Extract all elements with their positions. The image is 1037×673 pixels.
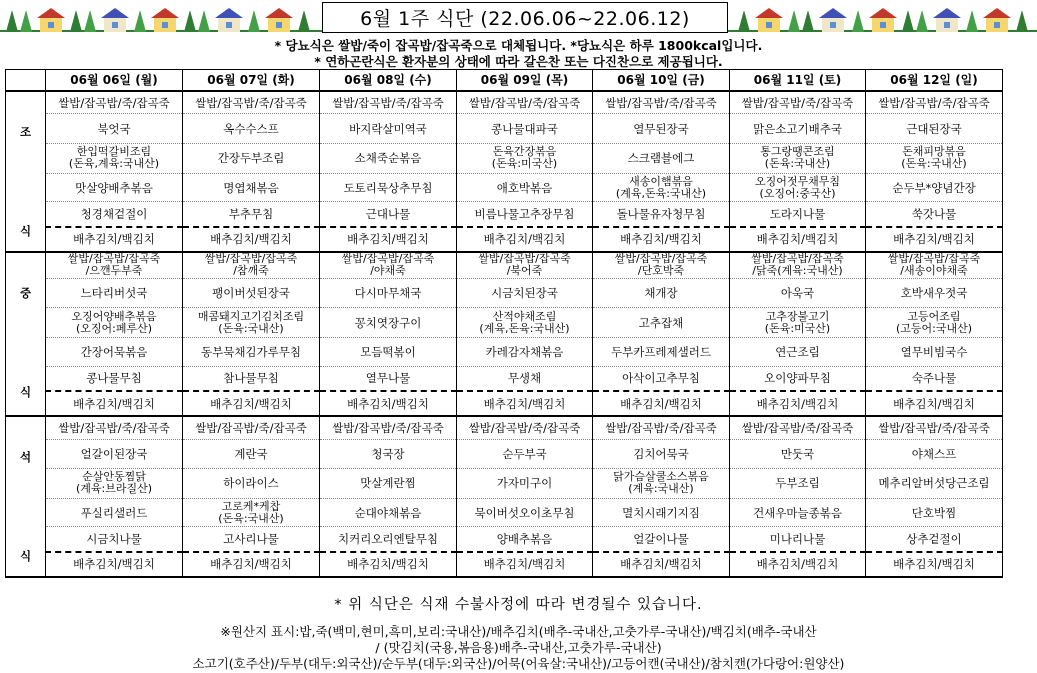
meal-label-bottom: 식: [19, 384, 32, 399]
menu-item-line: /참깨죽: [233, 264, 269, 278]
menu-item-line: 고추잡채: [638, 315, 684, 330]
menu-item-line: 닭가슴살쿨소스볶음: [613, 470, 709, 484]
menu-item-line: 명엽채볶음: [223, 180, 279, 195]
menu-cell: [183, 468, 320, 498]
menu-cell: 쌀밥/잡곡밥/죽/잡곡죽: [46, 416, 183, 439]
meal-label-bottom: 식: [19, 549, 32, 564]
menu-cell: [730, 143, 866, 173]
menu-item-line: 메추리알버섯당근조림: [878, 476, 990, 491]
menu-cell: 배추김치/백김치: [593, 552, 730, 577]
tree-icon: [802, 10, 814, 32]
menu-cell: 부추무침: [183, 202, 320, 227]
tree-icon: [966, 10, 978, 32]
menu-cell: [866, 308, 1003, 338]
menu-cell: [46, 252, 183, 279]
day-header: 06월 10일 (금): [593, 70, 730, 92]
menu-cell: 쌀밥/잡곡밥/죽/잡곡죽: [183, 91, 320, 114]
menu-cell: 근대나물: [320, 202, 457, 227]
menu-item-line: 산적야채조림: [492, 309, 557, 323]
menu-cell: [320, 143, 457, 173]
menu-cell: 배추김치/백김치: [320, 391, 457, 416]
menu-item-line: 도토리묵상추무침: [343, 180, 433, 195]
menu-cell: 쌀밥/잡곡밥/죽/잡곡죽: [183, 416, 320, 439]
menu-row: [6, 252, 1003, 279]
menu-cell: 배추김치/백김치: [320, 552, 457, 577]
tree-icon: [298, 10, 310, 32]
menu-cell: 상추겉절이: [866, 527, 1003, 552]
menu-cell: 카레감자채볶음: [457, 338, 593, 366]
menu-cell: 쌀밥/잡곡밥/죽/잡곡죽: [593, 91, 730, 114]
menu-cell: 만둣국: [730, 439, 866, 468]
menu-cell: 모듬떡볶이: [320, 338, 457, 366]
menu-item-line: 순두부*양념간장: [892, 180, 976, 195]
menu-item-line: 멸치시래기지짐: [622, 505, 700, 520]
menu-item-line: (돈육:국내산): [218, 321, 284, 335]
menu-cell: [457, 499, 593, 527]
menu-cell: 비름나물고추장무침: [457, 202, 593, 227]
menu-cell: 야채스프: [866, 439, 1003, 468]
menu-item-line: 맛살양배추볶음: [75, 180, 153, 195]
menu-item-line: 쌀밥/잡곡밥/잡곡죽: [478, 252, 571, 266]
menu-cell: 간장어묵볶음: [46, 338, 183, 366]
menu-row: [6, 416, 1003, 439]
menu-item-line: 오징어양배추볶음: [71, 309, 157, 323]
menu-cell: 쌀밥/잡곡밥/죽/잡곡죽: [730, 416, 866, 439]
menu-item-line: (고등어:국내산): [895, 321, 973, 335]
origin-line-2: / (맛김치(국용,볶음용)배추-국내산,고춧가루-국내산): [375, 640, 662, 655]
menu-cell: [183, 252, 320, 279]
tree-icon: [6, 10, 18, 32]
house-icon: [872, 18, 894, 32]
tree-icon: [134, 10, 146, 32]
menu-cell: 열무된장국: [593, 114, 730, 143]
menu-item-line: 가자미구이: [496, 476, 553, 491]
menu-cell: 동부묵채김가루무침: [183, 338, 320, 366]
menu-row: [6, 552, 1003, 577]
menu-item-line: (계육,돈육:국내산): [615, 186, 707, 200]
house-icon: [40, 18, 62, 32]
menu-item-line: 쌀밥/잡곡밥/잡곡죽: [614, 252, 708, 266]
day-header: 06월 07일 (화): [183, 70, 320, 92]
menu-item-line: (돈육,계육:국내산): [68, 157, 160, 171]
menu-cell: [866, 173, 1003, 201]
menu-item-line: 쌀밥/잡곡밥/잡곡죽: [204, 252, 298, 266]
menu-row: [6, 278, 1003, 307]
weekly-menu-table: [5, 69, 1003, 578]
menu-cell: 도라지나물: [730, 202, 866, 227]
house-icon: [936, 18, 958, 32]
menu-cell: 바지락살미역국: [320, 114, 457, 143]
page-title: 6월 1주 식단 (22.06.06~22.06.12): [322, 2, 728, 33]
menu-cell: 배추김치/백김치: [183, 391, 320, 416]
menu-cell: 시금치된장국: [457, 278, 593, 307]
menu-cell: 쌀밥/잡곡밥/죽/잡곡죽: [593, 416, 730, 439]
menu-item-line: 쌀밥/잡곡밥/잡곡죽: [751, 252, 844, 266]
menu-cell: 쌀밥/잡곡밥/죽/잡곡죽: [46, 91, 183, 114]
menu-cell: 배추김치/백김치: [46, 391, 183, 416]
menu-cell: 쌀밥/잡곡밥/죽/잡곡죽: [457, 416, 593, 439]
menu-cell: 배추김치/백김치: [593, 391, 730, 416]
menu-item-line: 건새우마늘종볶음: [753, 505, 842, 520]
menu-item-line: 애호박볶음: [496, 180, 553, 195]
menu-cell: 호박새우젓국: [866, 278, 1003, 307]
day-header: 06월 09일 (목): [457, 70, 593, 92]
menu-cell: 미나리나물: [730, 527, 866, 552]
day-header: 06월 06일 (월): [46, 70, 183, 92]
menu-cell: 느타리버섯국: [46, 278, 183, 307]
menu-cell: [457, 143, 593, 173]
menu-cell: [183, 308, 320, 338]
menu-cell: [320, 308, 457, 338]
day-header: 06월 12일 (일): [866, 70, 1003, 92]
menu-cell: 얼갈이된장국: [46, 439, 183, 468]
menu-cell: [457, 252, 593, 279]
menu-item-line: 돈채피망볶음: [902, 145, 966, 159]
menu-item-line: 쌀밥/잡곡밥/잡곡죽: [887, 252, 981, 266]
menu-row: [6, 468, 1003, 498]
menu-cell: 무생채: [457, 366, 593, 391]
menu-cell: 배추김치/백김치: [866, 552, 1003, 577]
menu-cell: [183, 173, 320, 201]
menu-cell: 쌀밥/잡곡밥/죽/잡곡죽: [320, 416, 457, 439]
meal-label: [6, 416, 46, 577]
menu-item-line: 고로케*케찹: [221, 499, 281, 513]
menu-cell: 팽이버섯된장국: [183, 278, 320, 307]
menu-row: [6, 338, 1003, 366]
origin-line-1: ※원산지 표시:밥,죽(백미,현미,흑미,보리:국내산)/배추김치(배추-국내산,고춧가루-국내산)/백김치(배추-국내산: [220, 624, 817, 639]
menu-cell: 쑥갓나물: [866, 202, 1003, 227]
meal-label: [6, 91, 46, 252]
menu-cell: [593, 173, 730, 201]
menu-cell: 배추김치/백김치: [183, 227, 320, 252]
menu-cell: 맑은소고기배추국: [730, 114, 866, 143]
menu-cell: [183, 499, 320, 527]
menu-cell: [46, 173, 183, 201]
menu-cell: 아삭이고추무침: [593, 366, 730, 391]
menu-item-line: 오징어젓무채무침: [754, 174, 840, 188]
tree-icon: [184, 10, 196, 32]
menu-cell: 콩나물대파국: [457, 114, 593, 143]
menu-item-line: /으깬두부죽: [85, 264, 143, 278]
menu-item-line: (계육,돈육:국내산): [479, 321, 570, 335]
menu-cell: [866, 143, 1003, 173]
menu-item-line: 꽁치엿장구이: [354, 315, 422, 330]
menu-item-line: 단호박찜: [911, 505, 957, 520]
menu-cell: 고사리나물: [183, 527, 320, 552]
menu-row: [6, 499, 1003, 527]
menu-row: [6, 366, 1003, 391]
menu-item-line: 고등어조림: [907, 309, 961, 323]
menu-cell: [730, 173, 866, 201]
menu-cell: 쌀밥/잡곡밥/죽/잡곡죽: [866, 91, 1003, 114]
menu-cell: 콩나물무침: [46, 366, 183, 391]
menu-cell: [730, 468, 866, 498]
menu-item-line: (계육:브라질산): [75, 482, 153, 496]
menu-cell: [593, 499, 730, 527]
menu-cell: [593, 252, 730, 279]
menu-item-line: (돈육:국내산): [901, 157, 967, 171]
menu-cell: [320, 252, 457, 279]
menu-cell: 아욱국: [730, 278, 866, 307]
menu-item-line: 하이라이스: [223, 476, 279, 491]
menu-cell: [46, 308, 183, 338]
day-header: 06월 11일 (토): [730, 70, 866, 92]
menu-item-line: (계육:국내산): [628, 482, 694, 496]
menu-item-line: 두부조림: [775, 476, 820, 491]
menu-row: [6, 308, 1003, 338]
dysphagia-note: * 연하곤란식은 환자분의 상태에 따라 갈은찬 또는 다진찬으로 제공됩니다.: [314, 54, 723, 69]
house-icon: [758, 18, 780, 32]
menu-cell: [320, 499, 457, 527]
menu-item-line: 새송이햄볶음: [629, 174, 693, 188]
menu-cell: [183, 143, 320, 173]
tree-icon: [738, 10, 750, 32]
menu-item-line: 푸실리샐러드: [80, 505, 148, 520]
menu-cell: 양배추볶음: [457, 527, 593, 552]
menu-cell: [593, 143, 730, 173]
menu-cell: 채개장: [593, 278, 730, 307]
tree-icon: [788, 10, 800, 32]
tree-icon: [248, 10, 260, 32]
menu-item-line: 스크램블에그: [627, 151, 695, 166]
meal-label-top: 조: [19, 125, 32, 139]
menu-cell: 쌀밥/잡곡밥/죽/잡곡죽: [320, 91, 457, 114]
menu-cell: 배추김치/백김치: [46, 552, 183, 577]
house-icon: [218, 18, 240, 32]
menu-cell: [730, 499, 866, 527]
menu-cell: 열무나물: [320, 366, 457, 391]
menu-item-line: 순대야채볶음: [354, 505, 422, 520]
menu-cell: [593, 308, 730, 338]
menu-row: [6, 202, 1003, 227]
menu-cell: 청국장: [320, 439, 457, 468]
menu-item-line: /북어죽: [506, 264, 543, 278]
menu-row: [6, 227, 1003, 252]
menu-cell: 옥수수스프: [183, 114, 320, 143]
menu-cell: [457, 308, 593, 338]
menu-cell: 배추김치/백김치: [593, 227, 730, 252]
menu-cell: 배추김치/백김치: [730, 227, 866, 252]
menu-row: [6, 527, 1003, 552]
tree-icon: [198, 10, 210, 32]
menu-cell: [593, 468, 730, 498]
menu-item-line: /새송이야채죽: [900, 264, 968, 278]
menu-cell: 열무비빔국수: [866, 338, 1003, 366]
menu-item-line: /단호박죽: [637, 264, 685, 278]
header-banner: [0, 0, 1037, 36]
menu-item-line: 쌀밥/잡곡밥/잡곡죽: [67, 252, 161, 266]
menu-item-line: (돈육:미국산): [764, 321, 831, 335]
menu-item-line: 순살안동찜닭: [82, 470, 146, 484]
menu-cell: 배추김치/백김치: [46, 227, 183, 252]
menu-row: [6, 114, 1003, 143]
house-icon: [986, 18, 1008, 32]
menu-cell: [46, 499, 183, 527]
menu-cell: 배추김치/백김치: [457, 552, 593, 577]
menu-cell: [866, 252, 1003, 279]
menu-item-line: 간장두부조림: [217, 151, 285, 166]
menu-cell: 배추김치/백김치: [866, 227, 1003, 252]
menu-cell: [457, 173, 593, 201]
menu-cell: 배추김치/백김치: [730, 391, 866, 416]
tree-icon: [70, 10, 82, 32]
menu-cell: 계란국: [183, 439, 320, 468]
menu-cell: [46, 468, 183, 498]
menu-cell: [320, 468, 457, 498]
meal-label-bottom: 식: [19, 224, 32, 238]
table-corner: [6, 70, 46, 92]
menu-row: [6, 173, 1003, 201]
menu-cell: 얼갈이나물: [593, 527, 730, 552]
menu-cell: [320, 173, 457, 201]
menu-row: [6, 91, 1003, 114]
menu-cell: [457, 468, 593, 498]
menu-cell: 오이양파무침: [730, 366, 866, 391]
menu-item-line: 묵이버섯오이초무침: [474, 505, 575, 520]
tree-icon: [852, 10, 864, 32]
tree-icon: [916, 10, 928, 32]
menu-item-line: 소채죽순볶음: [354, 151, 422, 166]
menu-cell: [866, 468, 1003, 498]
menu-cell: 순두부국: [457, 439, 593, 468]
meal-label: [6, 252, 46, 416]
menu-cell: [46, 143, 183, 173]
house-icon: [822, 18, 844, 32]
menu-item-line: 한입떡갈비조림: [76, 145, 152, 159]
menu-cell: 배추김치/백김치: [730, 552, 866, 577]
menu-cell: 숙주나물: [866, 366, 1003, 391]
menu-item-line: (오징어:페루산): [75, 321, 153, 335]
house-icon: [104, 18, 126, 32]
menu-item-line: /야채죽: [370, 264, 406, 278]
meal-label-top: 석: [19, 450, 32, 465]
menu-cell: 배추김치/백김치: [320, 227, 457, 252]
menu-cell: 북엇국: [46, 114, 183, 143]
origin-line-3: 소고기(호주산)/두부(대두:외국산)/순두부(대두:외국산)/어묵(어육살:국내산)/고등어캔(국내산)/참치캔(가다랑어:원양산): [192, 656, 845, 671]
menu-cell: 치커리오리엔탈무침: [320, 527, 457, 552]
change-notice: * 위 식단은 식재 수불사정에 따라 변경될수 있습니다.: [334, 597, 703, 613]
menu-item-line: 매콤돼지고기김치조림: [197, 309, 305, 323]
tree-icon: [84, 10, 96, 32]
menu-cell: 돌나물유자청무침: [593, 202, 730, 227]
menu-cell: 김치어묵국: [593, 439, 730, 468]
tree-icon: [20, 10, 32, 32]
menu-cell: [730, 252, 866, 279]
menu-row: [6, 391, 1003, 416]
menu-cell: 근대된장국: [866, 114, 1003, 143]
menu-item-line: (돈육:미국산): [491, 157, 558, 171]
menu-cell: 연근조림: [730, 338, 866, 366]
menu-cell: 배추김치/백김치: [183, 552, 320, 577]
menu-row: [6, 143, 1003, 173]
menu-item-line: 고추장불고기: [765, 309, 830, 323]
menu-item-line: (돈육:국내산): [218, 511, 284, 525]
menu-cell: 참나물무침: [183, 366, 320, 391]
menu-cell: 배추김치/백김치: [457, 391, 593, 416]
tree-icon: [902, 10, 914, 32]
menu-cell: 배추김치/백김치: [457, 227, 593, 252]
menu-cell: 다시마무채국: [320, 278, 457, 307]
menu-item-line: (돈육:국내산): [764, 157, 831, 171]
day-header: 06월 08일 (수): [320, 70, 457, 92]
menu-cell: 시금치나물: [46, 527, 183, 552]
meal-label-top: 중: [19, 285, 32, 300]
menu-cell: 배추김치/백김치: [866, 391, 1003, 416]
menu-item-line: 통그랑땡콘조림: [760, 145, 835, 159]
house-icon: [154, 18, 176, 32]
menu-item-line: /닭죽(계육:국내산): [752, 264, 843, 278]
menu-cell: [866, 499, 1003, 527]
menu-cell: 두부카프레제샐러드: [593, 338, 730, 366]
menu-row: [6, 439, 1003, 468]
menu-cell: 쌀밥/잡곡밥/죽/잡곡죽: [730, 91, 866, 114]
menu-item-line: 돈육간장볶음: [492, 145, 557, 159]
house-icon: [268, 18, 290, 32]
menu-item-line: (오징어:중국산): [759, 186, 836, 200]
menu-cell: 쌀밥/잡곡밥/죽/잡곡죽: [457, 91, 593, 114]
menu-cell: 청경채겉절이: [46, 202, 183, 227]
menu-cell: 쌀밥/잡곡밥/죽/잡곡죽: [866, 416, 1003, 439]
menu-item-line: 쌀밥/잡곡밥/잡곡죽: [341, 252, 435, 266]
diabetes-note: * 당뇨식은 쌀밥/죽이 잡곡밥/잡곡죽으로 대체됩니다. *당뇨식은 하루 1800kcal입니다.: [274, 38, 763, 53]
menu-cell: [730, 308, 866, 338]
menu-item-line: 맛살계란찜: [360, 476, 416, 491]
tree-icon: [1016, 10, 1028, 32]
